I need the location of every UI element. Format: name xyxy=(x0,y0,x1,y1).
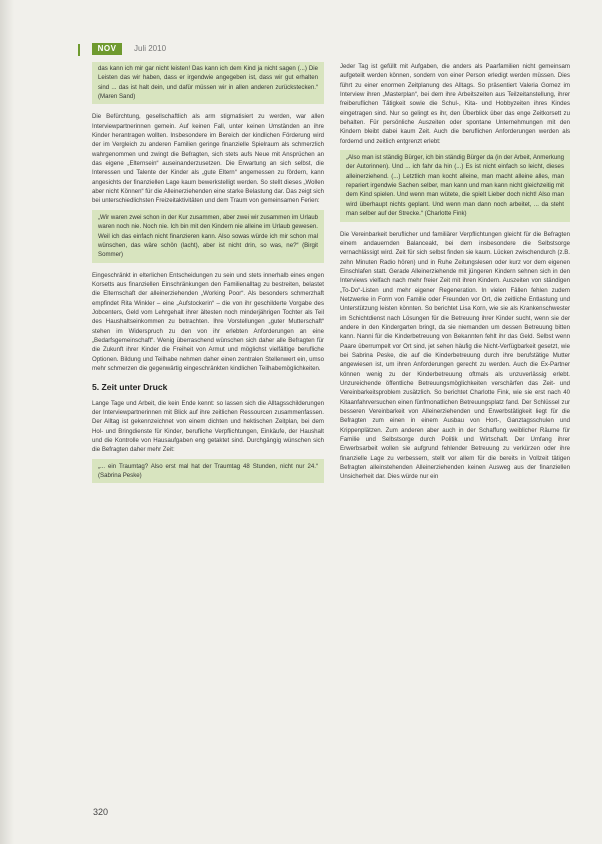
left-column xyxy=(92,62,324,491)
paragraph: Eingeschränkt in elterlichen Entscheidungen zu sein und stets innerhalb eines engen Korsetts aus finanziellen Einschränkungen den Familienalltag zu bestreiten, belastet die Elternschaft der alleinerziehenden „Working Poor“. Als besonders schmerzhaft empfindet Rita Winkler – eine „Aufstockerin“ – die von ihr geschilderte Vorgabe des Jobcenters, Geld vom Lehrgehalt ihrer ältesten noch minderjährigen Tochter als Teil des Haushaltseinkommen zu betrachten. Ihre Vorstellungen „guter Mutterschaft“ stehen im Widerspruch zu den von ihr erlebten Anforderungen an eine „Bedarfsgemeinschaft“. Wenig überraschend wünschen sich daher alle Befragten für die Zukunft ihrer Kinder die Freiheit von Armut und möglichst vielfältige berufliche Optionen. Bildung und Teilhabe nehmen daher einen zentralen Stellenwert ein, umso mehr schmerzen die gegenwärtig eingeschränkten kindlichen Teilhabemöglichkeiten. xyxy=(92,271,324,372)
section-heading: 5. Zeit unter Druck xyxy=(92,382,168,393)
quote-block: „... ein Traumtag? Also erst mal hat der Traumtag 48 Stunden, nicht nur 24.“ (Sabrina Peske) xyxy=(92,459,324,484)
paragraph: Lange Tage und Arbeit, die kein Ende kennt: so lassen sich die Alltagsschilderungen der Interviewpartnerinnen mit Blick auf ihre zeitlichen Ressourcen zusammenfassen. Der Alltag ist gekennzeichnet von einem dichten und hektischen Zeitplan, bei dem Hol- und Bringdienste für Kinder, berufliche Verpflichtungen, Einkäufe, der Haushalt und die Kontrolle von Hausaufgaben eng getaktet sind. Durchgängig wünschen sich die Befragten daher mehr Zeit: xyxy=(92,399,324,454)
page-number: 320 xyxy=(93,807,109,817)
paragraph: Jeder Tag ist gefüllt mit Aufgaben, die anders als Paarfamilien nicht gemeinsam aufgeteilt werden können, sondern von einer Person erledigt werden müssen. Dies führt zu einer enormen Zeitplanung des Alltags. So präsentiert Valeria Gomez im Interview ihren „Masterplan“, bei dem ihre Arbeitszeiten aus Teilzeitanstellung, ihrer freiberuflichen Tätigkeit sowie die Schul-, Kita- und Hobbyzeiten ihres Kindes eingetragen sind. Nur so gelingt es ihr, den Überblick über das enge Zeitkorsett zu behalten. Für persönliche Auszeiten oder spontane Unternehmungen mit den Kindern bleibt dabei kaum Zeit. Auch die beruflichen Anforderungen werden als fordernd und zeitlich entgrenzt erlebt: xyxy=(340,63,570,145)
quote-block: „Wir waren zwei schon in der Kur zusammen, aber zwei wir zusammen im Urlaub waren noch nie. Noch nie. Ich bin mit den Kindern nie alleine im Urlaub gewesen. Weil ich das einfach nicht finanzieren kann. Also sowas würde ich mir schon mal wünschen, das wäre schön (lacht), aber ist nicht drin, so was, ne?“ (Birgit Sommer) xyxy=(92,210,324,263)
gutter-shadow xyxy=(0,0,14,844)
header-rule xyxy=(78,44,80,56)
paragraph: Die Vereinbarkeit beruflicher und familiärer Verpflichtungen gleicht für die Befragten einem andauernden Balanceakt, bei dem insbesondere die Selbstsorge vernachlässigt wird. Zeit für sich selbst finden sie kaum. Lücken zwischendurch (z.B. zehn Minuten Radio hören) und in Ruhe Zeitungslesen oder kurz vor dem eigenen Einschlafen statt. Gerade Alleinerziehende mit jüngeren Kindern sehnen sich in den Interviews vielfach nach mehr freier Zeit mit ihren Kindern. Auszeiten von ständigen „To-Do“-Listen und mehr eigener Regeneration. In vielen Fällen fehlen zudem Netzwerke in Form von Familie oder Freunden vor Ort, die zeitliche Entlastung und Unterstützung leisten könnten. So berichtet Lisa Korn, wie sie als Krankenschwester im Schichtdienst nach Lösungen für die Betreuung ihrer Kinder sucht, wenn sie der andere in den Kindergarten bringt, da sie niemanden um dessen Betreuung bitten kann. Nanni für die Kinderbetreuung von Bekannten fehlt ihr das Geld. Selbst wenn Paare überrumpelt vor Ort sind, jet sehen häufig die Nicht-Verfügbarkeit gesetzt, wie bei Sabrina Peske, die auf die Kinderbetreuung durch ihre berufstätige Mutter angewiesen ist, um ihren Anforderungen gerecht zu werden. Auch die Ex-Partner können wenig zu der Kinderbetreuung oftmals als unzuverlässig erlebt. Unzureichende öffentliche Betreuungsmöglichkeiten verschärfen das Zeit- und Vereinbarkeitsproblem zusätzlich. So berichtet Charlotte Fink, wie sie erst nach 40 Kitaanfahrversuchen einen fünfmonatlichen Betreuungsplatz fand. Der Schlüssel zur besseren Vereinbarkeit von Alleinerziehenden und Erwerbstätigkeit liegt für die Befragten zum einen in einem Ausbau von Hort-, Ganztagsschulen und Krippenplätzen. Zum anderen aber auch in der Schaffung weiblicher Räume für Familie und Selbstsorge durch Politik und Wirtschaft. Der Umfang ihrer Erwerbsarbeit wollen sie aufgrund fehlender Betreuung zu verkürzen oder ihre finanzielle Lage zu verbessern, stellt vor allem für die bereits in Vollzeit tätigen Befragten alleinstehenden Alleinerziehenden keinen Ausweg aus der finanziellen Unsicherheit dar. Dies würde nur ein xyxy=(340,230,570,481)
quote-block: „Also man ist ständig Bürger, ich bin ständig Bürger da (in der Arbeit, Anmerkung der Autorinnen). Und ... ich fahr da hin (...) Es ist nicht einfach so leicht, dieses alleinerziehend. (...) Letztlich man kocht alleine, man macht alleine alles, man repariert irgendwie Sachen selber, man kann und man kann nicht gleichzeitig mit dem Kind spielen. Und wenn man wütete, die spielt Lieber doch nicht! Also man wird überhaupt nichts geplant. Und wenn man dann noch arbeitet, ... da steht man selber auf der Strecke.“ (Charlotte Fink) xyxy=(340,150,570,221)
journal-badge: NOV xyxy=(92,43,122,55)
right-column xyxy=(340,62,570,486)
issue-date: Juli 2010 xyxy=(134,44,167,53)
paragraph: Die Befürchtung, gesellschaftlich als arm stigmatisiert zu werden, war allen Interviewpartnerinnen gemein. Auf keinen Fall, unter keinen Umständen an ihre Kinder herantragen wollten. Insbesondere im Bereich der kindlichen Förderung wird der im Vergleich zu anderen Familien geringe finanzielle Spielraum als schmerzlich wahrgenommen und zwingt die Befragten, sich stets aufs Neue mit Ansprüchen an das eigene „Elternsein“ auseinanderzusetzen. Die Erwartung an sich selbst, die Interessen und Talente der Kinder als „gute Eltern“ angemessen zu fördern, kann angesichts der finanziellen Lage kaum bewerkstelligt werden. So stellt dieses „Wollen aber nicht Können“ für die Alleinerziehenden eine starke Belastung dar. Das zeigt sich bei unterschiedlichsten Freizeitaktivitäten und dem Traum von gemeinsamen Ferien: xyxy=(92,113,324,205)
quote-block: das kann ich mir gar nicht leisten! Das kann ich dem Kind ja nicht sagen (...) Die Leisten das wir haben, dass er irgendwie angegeben ist, dass wir gut erhalten sind ... das ist halt dein, und dafür müssen wir in allen anderen zurückstecken.“ (Maren Sand) xyxy=(92,62,324,104)
